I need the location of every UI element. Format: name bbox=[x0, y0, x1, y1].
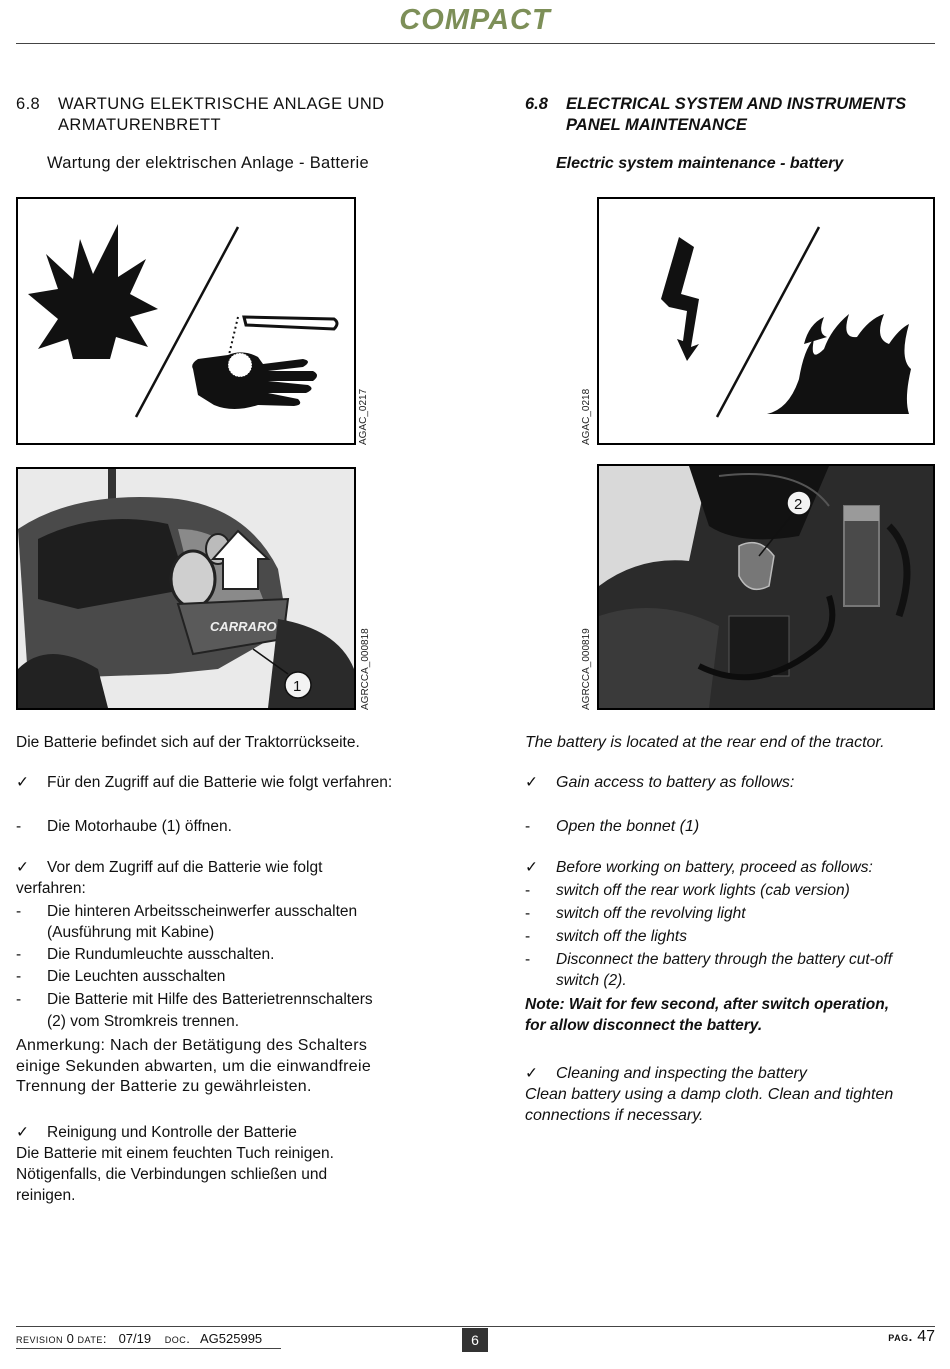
footer-underline bbox=[16, 1348, 281, 1349]
en-item4-line1: Disconnect the battery through the battery cut-off bbox=[556, 951, 893, 968]
en-item3-text: switch off the lights bbox=[556, 928, 687, 945]
de-dash: - bbox=[16, 946, 22, 963]
de-location-text: Die Batterie befindet sich auf der Traktorrückseite. bbox=[16, 734, 360, 751]
figure-battery-switch bbox=[581, 464, 935, 710]
de-check-icon: ✓ bbox=[16, 774, 29, 791]
figure-code: AGRCCA_000818 bbox=[360, 628, 371, 710]
explosion-acid-icon bbox=[18, 199, 354, 443]
figure-code: AGAC_0218 bbox=[581, 388, 592, 445]
callout-number: 2 bbox=[794, 496, 803, 513]
en-dash: - bbox=[525, 928, 531, 945]
en-check2-text: Before working on battery, proceed as follows: bbox=[556, 859, 873, 876]
engine-photo bbox=[599, 466, 933, 708]
en-step1-text: Open the bonnet (1) bbox=[556, 818, 700, 835]
electric-fire-icon bbox=[599, 199, 933, 443]
de-check-icon: ✓ bbox=[16, 1124, 29, 1141]
page-number bbox=[888, 1328, 935, 1346]
en-item1-text: switch off the rear work lights (cab version) bbox=[556, 882, 850, 899]
doc-value: AG525995 bbox=[200, 1331, 263, 1346]
en-dash: - bbox=[525, 951, 531, 968]
en-clean-line2: connections if necessary. bbox=[525, 1107, 704, 1124]
de-title-line2: ARMATURENBRETT bbox=[58, 116, 221, 134]
en-note-line1: Note: Wait for few second, after switch operation, bbox=[525, 996, 890, 1013]
chapter-badge: 6 bbox=[462, 1328, 488, 1352]
de-check1-text: Für den Zugriff auf die Batterie wie folgt verfahren: bbox=[47, 774, 393, 791]
de-dash: - bbox=[16, 968, 22, 985]
de-check-icon: ✓ bbox=[16, 859, 29, 876]
en-check-icon: ✓ bbox=[525, 1065, 538, 1082]
en-title-line2: PANEL MAINTENANCE bbox=[566, 116, 747, 134]
footer-rule bbox=[16, 1326, 935, 1327]
de-item2-text: Die Rundumleuchte ausschalten. bbox=[47, 946, 275, 963]
brand-logo: COMPACT bbox=[399, 4, 551, 36]
de-item3-text: Die Leuchten ausschalten bbox=[47, 968, 226, 985]
date-value: 07/19 bbox=[118, 1331, 152, 1346]
de-section-number: 6.8 bbox=[16, 95, 41, 113]
figure-code: AGRCCA_000819 bbox=[581, 628, 592, 710]
en-dash: - bbox=[525, 818, 531, 835]
en-title-line1: ELECTRICAL SYSTEM AND INSTRUMENTS bbox=[566, 95, 907, 113]
de-note-line3: Trennung der Batterie zu gewährleisten. bbox=[16, 1078, 312, 1095]
page-value: 47 bbox=[917, 1328, 935, 1345]
figure-explosion-acid bbox=[16, 197, 369, 445]
de-item1-line1: Die hinteren Arbeitsscheinwerfer ausschalten bbox=[47, 903, 358, 920]
footer-info bbox=[16, 1331, 262, 1346]
en-location-text: The battery is located at the rear end of the tractor. bbox=[525, 734, 885, 751]
de-item4-line2: (2) vom Stromkreis trennen. bbox=[47, 1013, 240, 1030]
de-item1-line2: (Ausführung mit Kabine) bbox=[47, 924, 215, 941]
de-check2-line2: verfahren: bbox=[16, 880, 86, 897]
en-subtitle: Electric system maintenance - battery bbox=[556, 155, 844, 172]
en-check3-text: Cleaning and inspecting the battery bbox=[556, 1065, 807, 1082]
callout-number: 1 bbox=[293, 678, 302, 695]
doc-label: doc. bbox=[164, 1331, 191, 1346]
figure-tractor-bonnet bbox=[16, 467, 371, 710]
en-clean-line1: Clean battery using a damp cloth. Clean and tighten bbox=[525, 1086, 894, 1103]
en-section-number: 6.8 bbox=[525, 95, 548, 113]
en-dash: - bbox=[525, 882, 531, 899]
page-label: pag. bbox=[888, 1329, 913, 1344]
revision-value: 0 bbox=[66, 1331, 74, 1346]
en-item2-text: switch off the revolving light bbox=[556, 905, 746, 922]
en-dash: - bbox=[525, 905, 531, 922]
de-clean-line2: Nötigenfalls, die Verbindungen schließen und bbox=[16, 1166, 328, 1183]
figure-code: AGAC_0217 bbox=[358, 388, 369, 445]
de-check3-text: Reinigung und Kontrolle der Batterie bbox=[47, 1124, 297, 1141]
de-note-line1: Anmerkung: Nach der Betätigung des Schalters bbox=[16, 1037, 368, 1054]
de-check2-line1: Vor dem Zugriff auf die Batterie wie folgt bbox=[47, 859, 323, 876]
revision-label: revision bbox=[16, 1331, 64, 1346]
figure-electric-fire bbox=[581, 197, 935, 445]
en-check1-text: Gain access to battery as follows: bbox=[556, 774, 795, 791]
tractor-brand-text: CARRARO bbox=[210, 619, 277, 634]
de-clean-line1: Die Batterie mit einem feuchten Tuch reinigen. bbox=[16, 1145, 334, 1162]
de-dash: - bbox=[16, 903, 22, 920]
de-dash: - bbox=[16, 818, 22, 835]
date-label: date: bbox=[77, 1331, 107, 1346]
de-item4-line1: Die Batterie mit Hilfe des Batterietrennschalters bbox=[47, 991, 373, 1008]
de-title-line1: WARTUNG ELEKTRISCHE ANLAGE UND bbox=[58, 95, 385, 113]
de-dash: - bbox=[16, 991, 22, 1008]
en-check-icon: ✓ bbox=[525, 774, 538, 791]
en-note-line2: for allow disconnect the battery. bbox=[525, 1017, 763, 1034]
tractor-photo bbox=[18, 469, 354, 708]
en-item4-line2: switch (2). bbox=[556, 972, 627, 989]
header-rule bbox=[16, 43, 935, 44]
de-step1-text: Die Motorhaube (1) öffnen. bbox=[47, 818, 232, 835]
en-check-icon: ✓ bbox=[525, 859, 538, 876]
de-clean-line3: reinigen. bbox=[16, 1187, 76, 1204]
de-note-line2: einige Sekunden abwarten, um die einwandfreie bbox=[16, 1058, 372, 1075]
de-subtitle: Wartung der elektrischen Anlage - Batterie bbox=[47, 154, 369, 172]
